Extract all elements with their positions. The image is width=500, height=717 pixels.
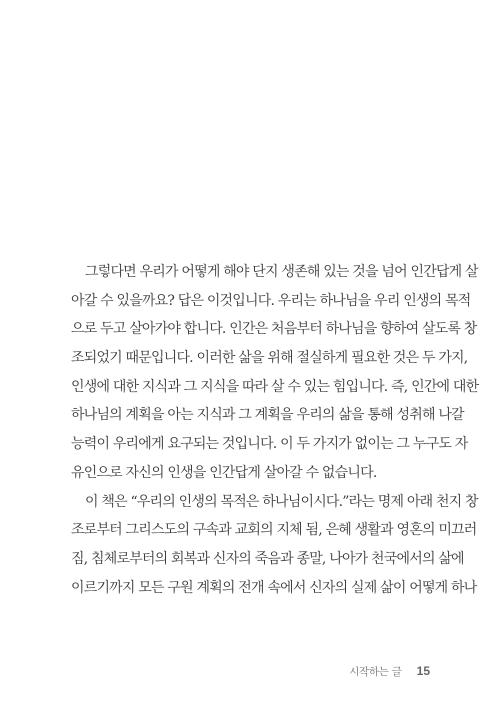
paragraph-line: 으로 두고 살아가야 합니다. 인간은 처음부터 하나님을 향하여 살도록 창 [71,321,477,338]
paragraph-line: 그렇다면 우리가 어떻게 해야 단지 생존해 있는 것을 넘어 인간답게 살 [85,264,478,280]
paragraph-line: 능력이 우리에게 요구되는 것입니다. 이 두 가지가 없이는 그 누구도 자 [71,436,468,453]
body-text [71,258,479,602]
page-footer [349,660,430,679]
section-title: 시작하는 글 [349,666,402,678]
paragraph-line: 아갈 수 있을까요? 답은 이것입니다. 우리는 하나님을 우리 인생의 목적 [71,292,471,309]
paragraph-line: 이르기까지 모든 구원 계획의 전개 속에서 신자의 실제 삶이 어떻게 하나 [71,579,477,596]
paragraph-line: 이 책은 “우리의 인생의 목적은 하나님이시다.”라는 명제 아래 천지 창 [85,493,478,510]
paragraph-line: 인생에 대한 지식과 그 지식을 따라 살 수 있는 힘입니다. 즉, 인간에 대한 [71,378,479,395]
paragraph-line: 조로부터 그리스도의 구속과 교회의 지체 됨, 은혜 생활과 영혼의 미끄러 [71,522,477,539]
paragraph-line: 하나님의 계획을 아는 지식과 그 계획을 우리의 삶을 통해 성취해 나갈 [71,407,464,424]
paragraph-line: 조되었기 때문입니다. 이러한 삶을 위해 절실하게 필요한 것은 두 가지, [71,350,468,367]
page-number: 15 [416,664,430,678]
paragraph-line: 유인으로 자신의 인생을 인간답게 살아갈 수 없습니다. [71,464,377,481]
paragraph-line: 짐, 침체로부터의 회복과 신자의 죽음과 종말, 나아가 천국에서의 삶에 [71,550,464,567]
